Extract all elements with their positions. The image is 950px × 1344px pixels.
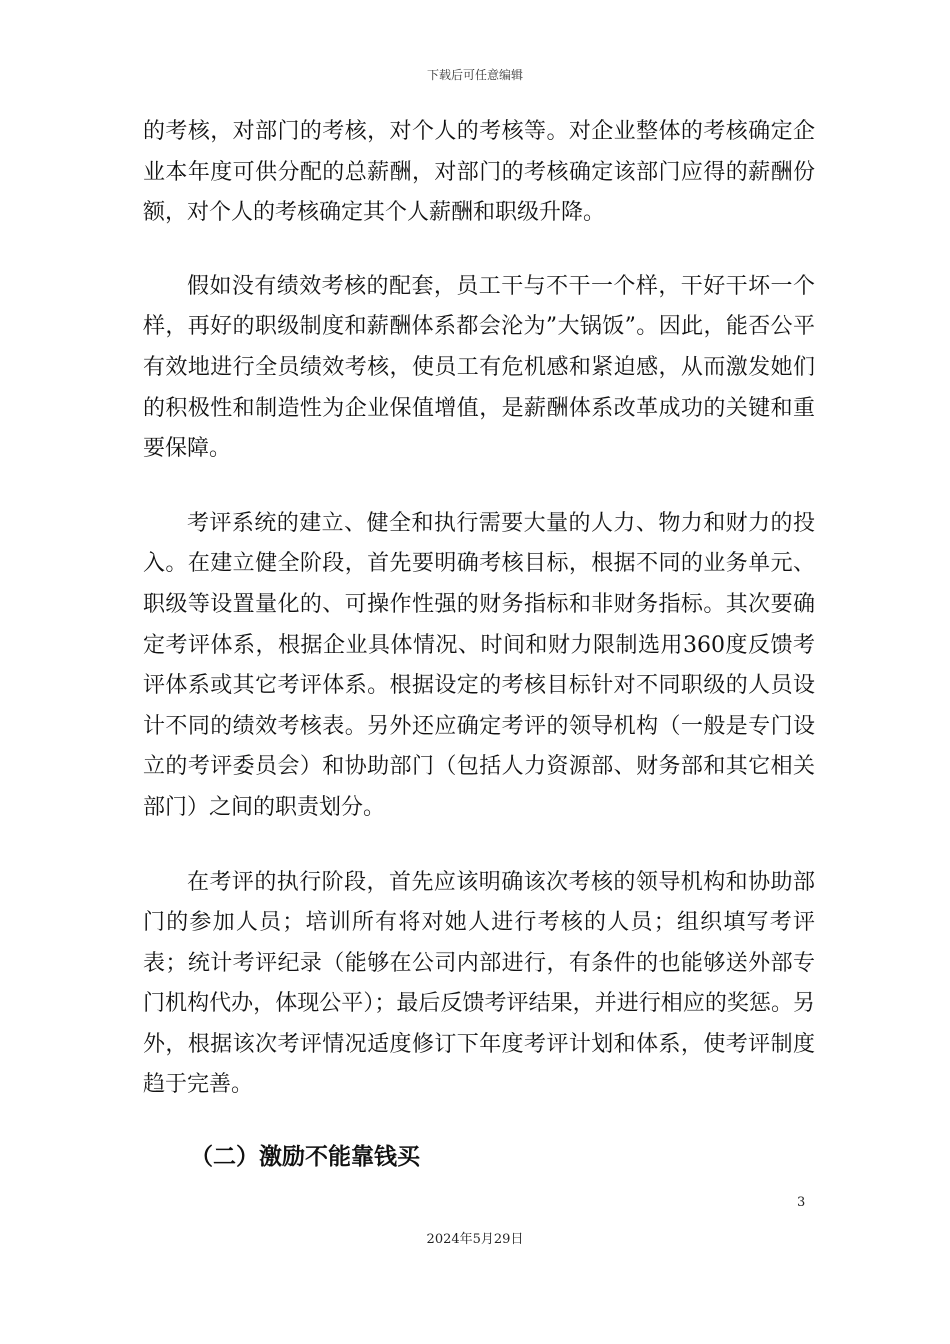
paragraph-4: 在考评的执行阶段，首先应该明确该次考核的领导机构和协助部门的参加人员；培训所有将对她人进行考核的人员；组织填写考评表；统计考评纪录（能够在公司内部进行，有条件的也能够送外部专门机构代办，体现公平）；最后反馈考评结果，并进行相应的奖惩。另外，根据该次考评情况适度修订下年度考评计划和体系，使考评制度趋于完善。 bbox=[143, 869, 815, 1098]
page-header: 下载后可任意编辑 bbox=[426, 68, 523, 82]
paragraph-1: 的考核，对部门的考核，对个人的考核等。对企业整体的考核确定企业本年度可供分配的总薪酬，对部门的考核确定该部门应得的薪酬份额，对个人的考核确定其个人薪酬和职级升降。 bbox=[143, 119, 815, 226]
page-footer-date: 2024年5月29日 bbox=[426, 1232, 524, 1247]
paragraph-3: 考评系统的建立、健全和执行需要大量的人力、物力和财力的投入。在建立健全阶段，首先要明确考核目标，根据不同的业务单元、职级等设置量化的、可操作性强的财务指标和非财务指标。其次要确定考评体系，根据企业具体情况、时间和财力限制选用360度反馈考评体系或其它考评体系。根据设定的考核目标针对不同职级的人员设计不同的绩效考核表。另外还应确定考评的领导机构（一般是专门设立的考评委员会）和协助部门（包括人力资源部、财务部和其它相关部门）之间的职责划分。 bbox=[143, 510, 815, 820]
document-body bbox=[143, 112, 815, 1106]
page-number: 3 bbox=[797, 1195, 806, 1210]
paragraph-2: 假如没有绩效考核的配套，员工干与不干一个样，干好干坏一个样，再好的职级制度和薪酬体系都会沦为”大锅饭”。因此，能否公平有效地进行全员绩效考核，使员工有危机感和紧迫感，从而激发她们的积极性和制造性为企业保值增值，是薪酬体系改革成功的关键和重要保障。 bbox=[143, 273, 815, 462]
section-heading: （二）激励不能靠钱买 bbox=[190, 1144, 420, 1170]
